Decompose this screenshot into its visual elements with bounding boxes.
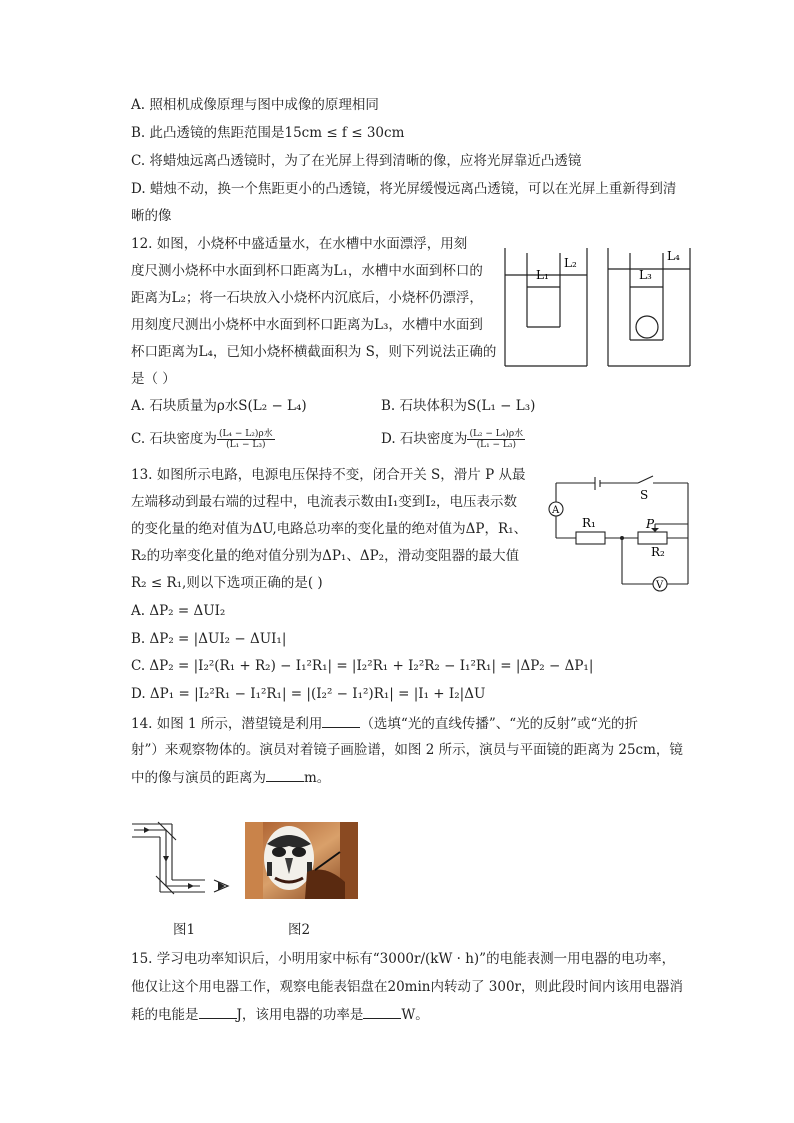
q12-stem-line5: 杯口距离为L₄，已知小烧杯横截面积为 S，则下列说法正确的 (131, 344, 497, 360)
q13-stem-line2: 左端移动到最右端的过程中，电流表示数由I₁变到I₂，电压表示数 (131, 494, 517, 510)
q15-stem-line3: 耗的电能是 J，该用电器的功率是 W。 (131, 1004, 429, 1025)
label-L1: L₁ (536, 268, 549, 282)
q15-stem-line2: 他仅让这个用电器工作，观察电能表铝盘在20min内转动了 300r，则此段时间内该用电器消 (131, 979, 684, 995)
q12-stem-line3: 距离为L₂；将一石块放入小烧杯内沉底后，小烧杯仍漂浮， (131, 290, 483, 306)
q13-stem-line5: R₂ ≤ R₁,则以下选项正确的是( ) (131, 575, 323, 591)
label-L4: L₄ (667, 249, 680, 263)
q15-blank-2[interactable] (363, 1004, 401, 1019)
q14-stem-line3: 中的像与演员的距离为 m。 (131, 767, 330, 788)
r2-label: R₂ (651, 545, 665, 559)
q15-blank-1[interactable] (199, 1004, 237, 1019)
q12-stem-line2: 度尺测小烧杯中水面到杯口距离为L₁，水槽中水面到杯口的 (131, 263, 483, 279)
q12-stem-line1: 12. 如图，小烧杯中盛适量水，在水槽中水面漂浮，用刻 (131, 236, 468, 252)
q12-option-c: C. 石块密度为 $\frac{\text{(L₄ − L₂)ρ水}}{\text{(L₁ − L₃)}}$ (131, 429, 273, 450)
q13-stem-line1: 13. 如图所示电路，电源电压保持不变，闭合开关 S，滑片 P 从最 (131, 467, 526, 483)
q11-option-d: D. 蜡烛不动，换一个焦距更小的凸透镜，将光屏缓慢远离凸透镜，可以在光屏上重新得到清 (131, 181, 677, 197)
q11-option-a: A. 照相机成像原理与图中成像的原理相同 (131, 97, 379, 113)
q13-stem-line3: 的变化量的绝对值为ΔU,电路总功率的变化量的绝对值为ΔP，R₁、 (131, 521, 528, 537)
q13-option-c: C. ΔP₂ = |I₂²(R₁ + R₂) − I₁²R₁| = |I₂²R₁ + I₂²R₂ − I₁²R₁| = |ΔP₂ − ΔP₁| (131, 658, 594, 674)
circuit-figure (545, 472, 695, 598)
label-L2: L₂ (564, 256, 577, 270)
figure1-caption: 图1 (173, 922, 196, 938)
q12-option-a: A. 石块质量为ρ水S(L₂ − L₄) (131, 398, 307, 414)
q12-option-d-fraction: $\frac{\text{(L₂ − L₄)ρ水}}{\text{(L₁ − L₃)}}$ (469, 429, 524, 450)
slider-label: P (646, 517, 655, 531)
eye-icon (214, 880, 228, 892)
ammeter-label: A (552, 505, 560, 516)
q12-option-c-fraction: $\frac{\text{(L₄ − L₂)ρ水}}{\text{(L₁ − L₃)}}$ (218, 429, 273, 450)
q14-blank-1[interactable] (322, 713, 360, 728)
opera-mask-photo (245, 822, 358, 899)
beaker-figure (500, 243, 695, 368)
q13-option-d: D. ΔP₁ = |I₂²R₁ − I₁²R₁| = |(I₂² − I₁²)R₁| = |I₁ + I₂|ΔU (131, 686, 486, 702)
switch-label: S (640, 488, 649, 502)
q13-stem-line4: R₂的功率变化量的绝对值分别为ΔP₁、ΔP₂，滑动变阻器的最大值 (131, 548, 520, 564)
q11-option-d-cont: 晰的像 (131, 208, 172, 224)
label-L3: L₃ (639, 268, 652, 282)
q12-stem-line6: 是（ ） (131, 371, 176, 387)
q15-stem-line1: 15. 学习电功率知识后，小明用家中标有“3000r/(kW · h)”的电能表测一用电器的电功率， (131, 951, 676, 967)
q13-option-a: A. ΔP₂ = ΔUI₂ (131, 603, 226, 619)
q13-option-b: B. ΔP₂ = |ΔUI₂ − ΔUI₁| (131, 631, 287, 647)
q12-stem-line4: 用刻度尺测出小烧杯中水面到杯口距离为L₃，水槽中水面到 (131, 317, 483, 333)
q11-option-b: B. 此凸透镜的焦距范围是15cm ≤ f ≤ 30cm (131, 125, 405, 141)
q12-option-d: D. 石块密度为 $\frac{\text{(L₂ − L₄)ρ水}}{\text{(L₁ − L₃)}}$ (381, 429, 524, 450)
q14-stem-line2: 射”）来观察物体的。演员对着镜子画脸谱，如图 2 所示，演员与平面镜的距离为 25cm，镜 (131, 742, 683, 758)
q11-option-c: C. 将蜡烛远离凸透镜时，为了在光屏上得到清晰的像，应将光屏靠近凸透镜 (131, 153, 582, 169)
periscope-figure (130, 820, 240, 905)
figure2-caption: 图2 (288, 922, 311, 938)
voltmeter-label: V (656, 580, 664, 591)
q14-blank-2[interactable] (266, 767, 304, 782)
q14-stem-line1: 14. 如图 1 所示，潜望镜是利用 （选填“光的直线传播”、“光的反射”或“光的折 (131, 713, 638, 734)
q12-option-b: B. 石块体积为S(L₁ − L₃) (381, 398, 536, 414)
r1-label: R₁ (582, 516, 596, 530)
